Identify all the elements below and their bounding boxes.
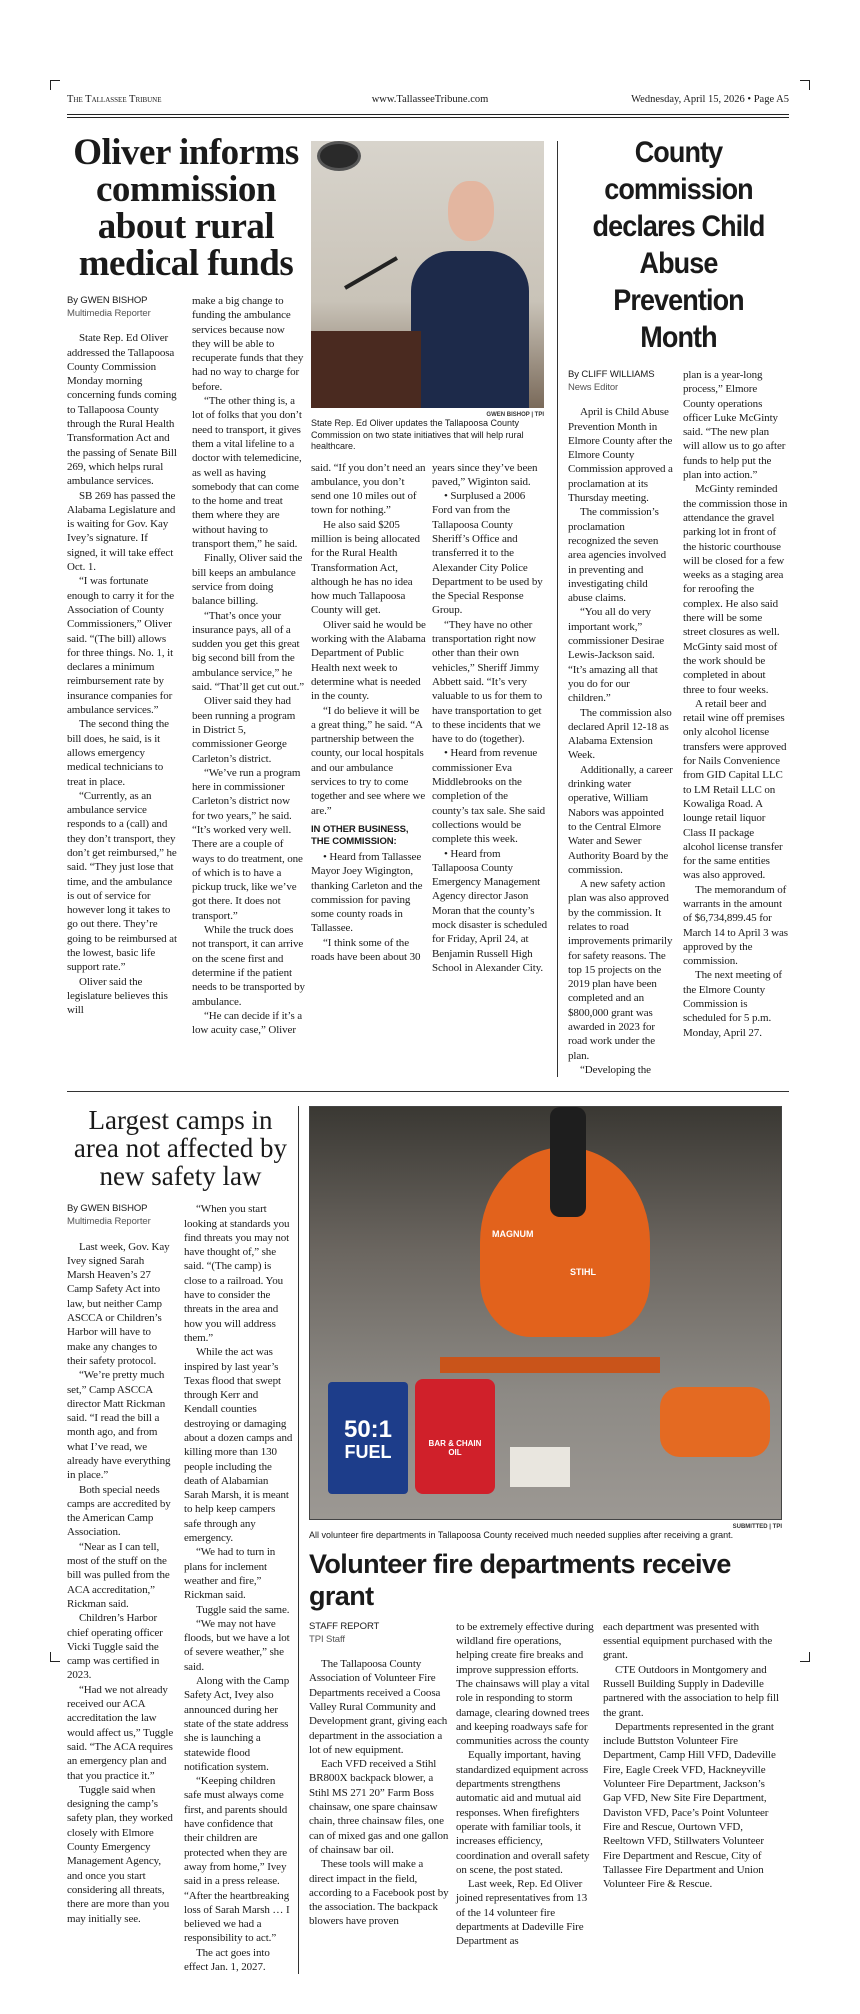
paragraph: “When you start looking at standards you find threats you may not have thought of,” she said. “(The camp) is close to a railroad. You have to consider the threats in the area and how you will address them.” [184, 1203, 290, 1344]
byline-role: Multimedia Reporter [67, 1216, 151, 1228]
paragraph: These tools will make a direct impact in the field, according to a Facebook post by the association. The backpack blowers have proven [309, 1858, 449, 1928]
child-abuse-col2 [683, 368, 788, 1040]
paper-name: The Tallassee Tribune [67, 94, 162, 105]
paragraph: • Heard from Tallassee Mayor Joey Wigington, thanking Carleton and the commission for paving some county roads in Tallassee. [311, 850, 423, 935]
article-text [568, 405, 673, 1077]
paragraph: A retail beer and retail wine off premises only alcohol license transfers were approved for Nails Convenience from GID Capital LLC to LM Retail LLC on Kowaliga Road. A lounge retail liquor Class II package alcohol license transfer for the same entities was also approved. [683, 697, 787, 882]
paragraph: “I was fortunate enough to carry it for the Association of County Commissioners,” Oliver said. “(The bill) allows for three things. No. 1, it declares a minimum reimbursement rate by insurance companies for ambulance services.” [67, 575, 175, 717]
photo-caption: All volunteer fire departments in Tallapoosa County received much needed supplies after receiving a grant. [309, 1530, 734, 1541]
camps-headline: Largest camps in area not affected by new safety law [73, 1105, 288, 1192]
paragraph: SB 269 has passed the Alabama Legislature and is waiting for Gov. Kay Ivey’s signature. If signed, it will take effect Oct. 1. [67, 489, 176, 574]
article-text [456, 1620, 596, 1949]
paragraph: Last week, Rep. Ed Oliver joined representatives from 13 of the 14 volunteer fire departments at Dadeville Fire Department as [456, 1878, 588, 1948]
podium [311, 331, 421, 408]
paragraph: “Currently, as an ambulance service responds to a (call) and they don’t transport, they don’t get reimbursed,” he said. “They just lose that time, and the ambulance is out of service for however long it takes to go out there. They’re going to be reimbursed at the lowest, basic life support rate.” [67, 789, 177, 974]
date-page: Wednesday, April 15, 2026 • Page A5 [631, 94, 789, 105]
subhead: IN OTHER BUSINESS, THE COMMISSION: [311, 823, 409, 847]
person-head [448, 181, 494, 241]
paragraph: • Heard from revenue commissioner Eva Middlebrooks on the completion of the county’s tax sale. She said collections would be complete this week. [432, 747, 546, 846]
paragraph: “We may not have floods, but we have a lot of severe weather,” she said. [184, 1617, 290, 1673]
camps-article [67, 1106, 294, 1974]
paragraph: to be extremely effective during wildland fire operations, helping create fire breaks and improve suppression efforts. The chainsaws will play a vital role in responding to storm damage, clearing downed trees and keeping roadways safe for communities across the county [456, 1620, 594, 1748]
oliver-columns-2 [311, 461, 547, 976]
paragraph: Tuggle said the same. [196, 1603, 290, 1616]
byline: By GWEN BISHOP [67, 295, 148, 306]
paragraph: Oliver said he would be working with the Alabama Department of Public Health next week to determine what is needed in the county. [311, 618, 426, 703]
oliver-col1 [67, 294, 180, 1018]
child-abuse-col1 [568, 368, 673, 1077]
paragraph: State Rep. Ed Oliver addressed the Tallapoosa County Commission Monday morning concerning funds coming to Tallapoosa County through the Rural Health Transformation Act and the passing of Senate Bill 269, which helps rural ambulance services. [67, 332, 177, 488]
photo-credit: GWEN BISHOP | TPI [486, 412, 544, 418]
section-rule [67, 1091, 789, 1092]
fire-col2 [456, 1620, 596, 1949]
camps-col2 [184, 1202, 294, 1974]
oliver-col4 [432, 461, 547, 976]
paragraph: The memorandum of warrants in the amount of $6,734,899.45 for March 14 to April 3 was approved by the commission. [683, 883, 788, 968]
paragraph: • Heard from Tallapoosa County Emergency Management Agency director Jason Moran that the county’s mock disaster is scheduled for Friday, April 24, at Benjamin Russell High School in Alexander City. [432, 847, 548, 974]
paragraph: McGinty reminded the commission those in attendance the gravel parking lot in front of the historic courthouse will be closed for a few weeks as a staging area for reroofing the complex. He also said there will be some street closures as well. McGinty said most of the work should be completed in about three to four weeks. [683, 483, 788, 696]
top-section [67, 134, 789, 1077]
article-text [311, 461, 426, 818]
paragraph: each department was presented with essential equipment purchased with the grant. [603, 1620, 773, 1662]
stihl-label: STIHL [570, 1267, 596, 1278]
paragraph: Oliver said the legislature believes this will [67, 975, 168, 1017]
oliver-col3 [311, 461, 426, 965]
paragraph: “Developing the [580, 1063, 651, 1076]
paragraph: • Surplused a 2006 Ford van from the Tallapoosa County Sheriff’s Office and transferred it to the Alexander City Police Department to be used by the Special Response Group. [432, 490, 543, 617]
article-text [309, 1657, 449, 1929]
oliver-article [67, 134, 305, 1037]
paragraph: Equally important, having standardized equipment across departments strengthens automatic aid and mutual aid responses. When firefighters operate with familiar tools, it increases efficiency, coordination and overall safety on scene, the post stated. [456, 1749, 590, 1876]
paragraph: While the truck does not transport, it can arrive on the scene first and determine if the patient needs to be transported by ambulance. [192, 924, 305, 1008]
paragraph: Along with the Camp Safety Act, Ivey also announced during her state of the state address she is launching a statewide flood notification system. [184, 1675, 290, 1773]
paragraph: make a big change to funding the ambulance services because now they will be able to recuperate funds that they had no way to charge for before. [192, 295, 304, 393]
oliver-photo-block [311, 134, 547, 975]
fire-article [309, 1106, 789, 1948]
paragraph: Additionally, a career drinking water operative, William Nabors was appointed to the Central Elmore Water and Sewer Authority Board by the commission. [568, 763, 673, 876]
oliver-columns [67, 294, 305, 1037]
fire-equipment-photo [309, 1106, 782, 1520]
paragraph: A new safety action plan was also approved by the commission. It relates to road improvements primarily for safety reasons. The top 15 projects on the 2019 plan have been completed and an $800,000 grant was awarded in 2023 for road work under the plan. [568, 878, 673, 1062]
column-divider [298, 1106, 299, 1974]
fuel-ratio-label: 50:1 [343, 1416, 393, 1444]
photo-credit: SUBMITTED | TPI [732, 1524, 782, 1531]
paragraph: Tuggle said when designing the camp’s safety plan, they worked closely with Elmore County Emergency Management Agency, and once you start considering all threats, there are more than you may initially see. [67, 1783, 173, 1925]
paragraph: The commission also declared April 12-18 as Alabama Extension Week. [568, 706, 672, 762]
paragraph: CTE Outdoors in Montgomery and Russell Building Supply in Dadeville partnered with the association to help fill the grant. [603, 1663, 779, 1719]
paragraph: years since they’ve been paved,” Wiginton said. [432, 461, 538, 488]
article-text [67, 331, 180, 1017]
crop-mark [800, 1652, 810, 1662]
crop-mark [50, 1652, 60, 1662]
blower-tube [550, 1107, 586, 1217]
camps-col1 [67, 1202, 174, 1926]
blower-frame [440, 1357, 660, 1373]
paragraph: The next meeting of the Elmore County Commission is scheduled for 5 p.m. Monday, April 27. [683, 969, 782, 1039]
paragraph: “The other thing is, a lot of folks that you don’t need to transport, it gives them a vital lifeline to a doctor with telemedicine, as well as having somebody that can come to the home and treat them where they are without having to transport them,” he said. [192, 395, 302, 551]
chainsaw-chain-box [510, 1447, 570, 1487]
child-abuse-article [568, 134, 789, 1077]
paragraph: Oliver said they had been running a program in District 5, commissioner George Carleton’s district. [192, 695, 296, 765]
oliver-col2 [192, 294, 305, 1037]
chainsaw [660, 1387, 770, 1457]
photo-caption: State Rep. Ed Oliver updates the Tallapoosa County Commission on two state initiatives that will help rural healthcare. [311, 418, 524, 451]
paragraph: Finally, Oliver said the bill keeps an ambulance service from doing balance billing. [192, 552, 303, 608]
fire-col1 [309, 1620, 449, 1929]
paragraph: He also said $205 million is being allocated for the Rural Health Transformation Act, although he has no idea how much Tallapoosa County will get. [311, 518, 420, 617]
paragraph: Children’s Harbor chief operating officer Vicki Tuggle said the camp was certified in 2023. [67, 1612, 163, 1682]
fire-col3 [603, 1620, 782, 1892]
article-text [184, 1202, 294, 1974]
oliver-headline: Oliver informs commission about rural medical funds [73, 132, 299, 284]
paragraph: “We’re pretty much set,” Camp ASCCA director Matt Rickman said. “I read the bill a month ago, and from what I’ve read, we already have everything in place.” [67, 1369, 171, 1482]
column-divider [557, 141, 558, 1077]
paragraph: “Had we not already received our ACA accreditation the law would affect us,” Tuggle said. “The ACA requires an emergency plan and that you practice it.” [67, 1683, 174, 1782]
crop-mark [800, 80, 810, 90]
paragraph: said. “If you don’t need an ambulance, you don’t send one 10 miles out of town for nothing.” [311, 461, 426, 517]
paragraph: “They have no other transportation right now other than their own vehicles,” Sheriff Jimmy Abbett said. “It’s very valuable to us for them to have transportation to get to these incidents that we have to do (together). [432, 618, 543, 746]
article-text [432, 461, 547, 976]
crop-mark [50, 80, 60, 90]
paragraph: While the act was inspired by last year’s Texas flood that swept through Kerr and Kendall counties destroying or damaging about a dozen camps and killing more than 130 people including the death of Alabamian Sarah Marsh, it is meant to help keep campers safe through any emergency. [184, 1346, 293, 1545]
paragraph: “We’ve run a program here in commissioner Carleton’s district now for two years,” he said. “It’s worked very well. There are a couple of ways to do treatment, one of which is to have a pickup truck, like we’ve got there. It does not transport.” [192, 766, 303, 922]
byline-role: News Editor [568, 382, 619, 393]
paragraph: Departments represented in the grant include Buttston Volunteer Fire Department, Camp Hill VFD, Dadeville Fire, Eagle Creek VFD, Hackneyville Volunteer Fire Department, Jackson’s Gap VFD, New Site Fire Department, Daviston VFD, Pace’s Point Volunteer Fire and Rescue, Ourtown VFD, Reeltown VFD, Stillwaters Volunteer Fire Department and Rescue, City of Tallassee Fire Department and Union Volunteer Fire & Rescue. [603, 1720, 776, 1891]
bottom-section [67, 1106, 789, 1974]
paragraph: “He can decide if it’s a low acuity case,” Oliver [192, 1009, 303, 1037]
fire-headline: Volunteer fire departments receive grant [309, 1548, 731, 1611]
fuel-label: FUEL [344, 1442, 392, 1463]
paragraph: “Keeping children safe must always come first, and parents should have confidence that their children are protected when they are away from home,” Ivey said in a press release. “After the heartbreaking loss of Sarah Marsh … I believed we had a responsibility to act.” [184, 1775, 290, 1945]
paragraph: The Tallapoosa County Association of Volunteer Fire Departments received a Coosa Valley Rural Community and Development grant, giving each department in the association a lot of new equipment. [309, 1658, 448, 1756]
paragraph: “We had to turn in plans for inclement weather and fire,” Rickman said. [184, 1546, 276, 1602]
paragraph: “That’s once your insurance pays, all of a sudden you get this great big second bill from the ambulance service,” he said. “That’ll get cut out.” [192, 609, 305, 694]
paragraph: plan is a year-long process,” Elmore County operations officer Luke McGinty said. “The new plan will allow us to go after funds to help put the plan into action.” [683, 369, 786, 482]
paragraph: Each VFD received a Stihl BR800X backpack blower, a Stihl MS 271 20” Farm Boss chainsaw, one spare chainsaw chain, three chainsaw files, one can of mixed gas and one gallon of chainsaw bar oil. [309, 1758, 449, 1856]
fuel-can [328, 1382, 408, 1494]
paragraph: Both special needs camps are accredited by the American Camp Association. [67, 1483, 171, 1539]
paragraph: The second thing the bill does, he said, is it allows emergency medical technicians to treat in place. [67, 718, 169, 788]
oil-jug [415, 1379, 495, 1494]
paragraph: The commission’s proclamation recognized the seven area agencies involved in preventing and investigating child abuse claims. [568, 506, 666, 605]
article-text [192, 294, 305, 1037]
microphone [344, 256, 398, 289]
paragraph: The act goes into effect Jan. 1, 2027. [184, 1946, 270, 1973]
oil-label: BAR & CHAIN OIL [428, 1439, 482, 1458]
article-text [603, 1620, 782, 1892]
camps-columns [67, 1202, 294, 1974]
article-text [67, 1240, 174, 1926]
byline: By CLIFF WILLIAMS [568, 369, 655, 380]
person-suit [411, 251, 529, 408]
byline-role: TPI Staff [309, 1633, 345, 1645]
paragraph: April is Child Abuse Prevention Month in Elmore County after the Elmore County Commission approved a proclamation at its Thursday meeting. [568, 406, 673, 505]
article-text [311, 850, 426, 964]
website: www.TallasseeTribune.com [371, 94, 489, 105]
byline: By GWEN BISHOP [67, 1203, 148, 1215]
byline-role: Multimedia Reporter [67, 308, 151, 319]
paragraph: “Near as I can tell, most of the stuff on the bill was pulled from the ACA accreditation,” Rickman said. [67, 1540, 170, 1610]
child-abuse-headline: County commission declares Child Abuse Prevention Month [592, 136, 765, 354]
oliver-photo [311, 141, 544, 408]
page-content [67, 0, 789, 2014]
paragraph: Last week, Gov. Kay Ivey signed Sarah Marsh Heaven’s 27 Camp Safety Act into law, but neither Camp ASCCA or Children’s Harbor will have to make any changes to their safety protocol. [67, 1240, 170, 1367]
paragraph: “I do believe it will be a great thing,” he said. “A partnership between the county, our local hospitals and our ambulance services to try to come together and see where we are.” [311, 704, 426, 817]
child-abuse-columns [568, 368, 789, 1077]
article-text [683, 368, 788, 1040]
byline: STAFF REPORT [309, 1620, 380, 1632]
paragraph: “I think some of the roads have been about 30 [311, 936, 421, 963]
fire-columns [309, 1620, 789, 1949]
blower-label: MAGNUM [492, 1229, 534, 1240]
paragraph: “You all do very important work,” commissioner Desirae Lewis-Jackson said. “It’s amazing all that you do for our children.” [568, 606, 665, 705]
clock-icon [317, 141, 361, 171]
